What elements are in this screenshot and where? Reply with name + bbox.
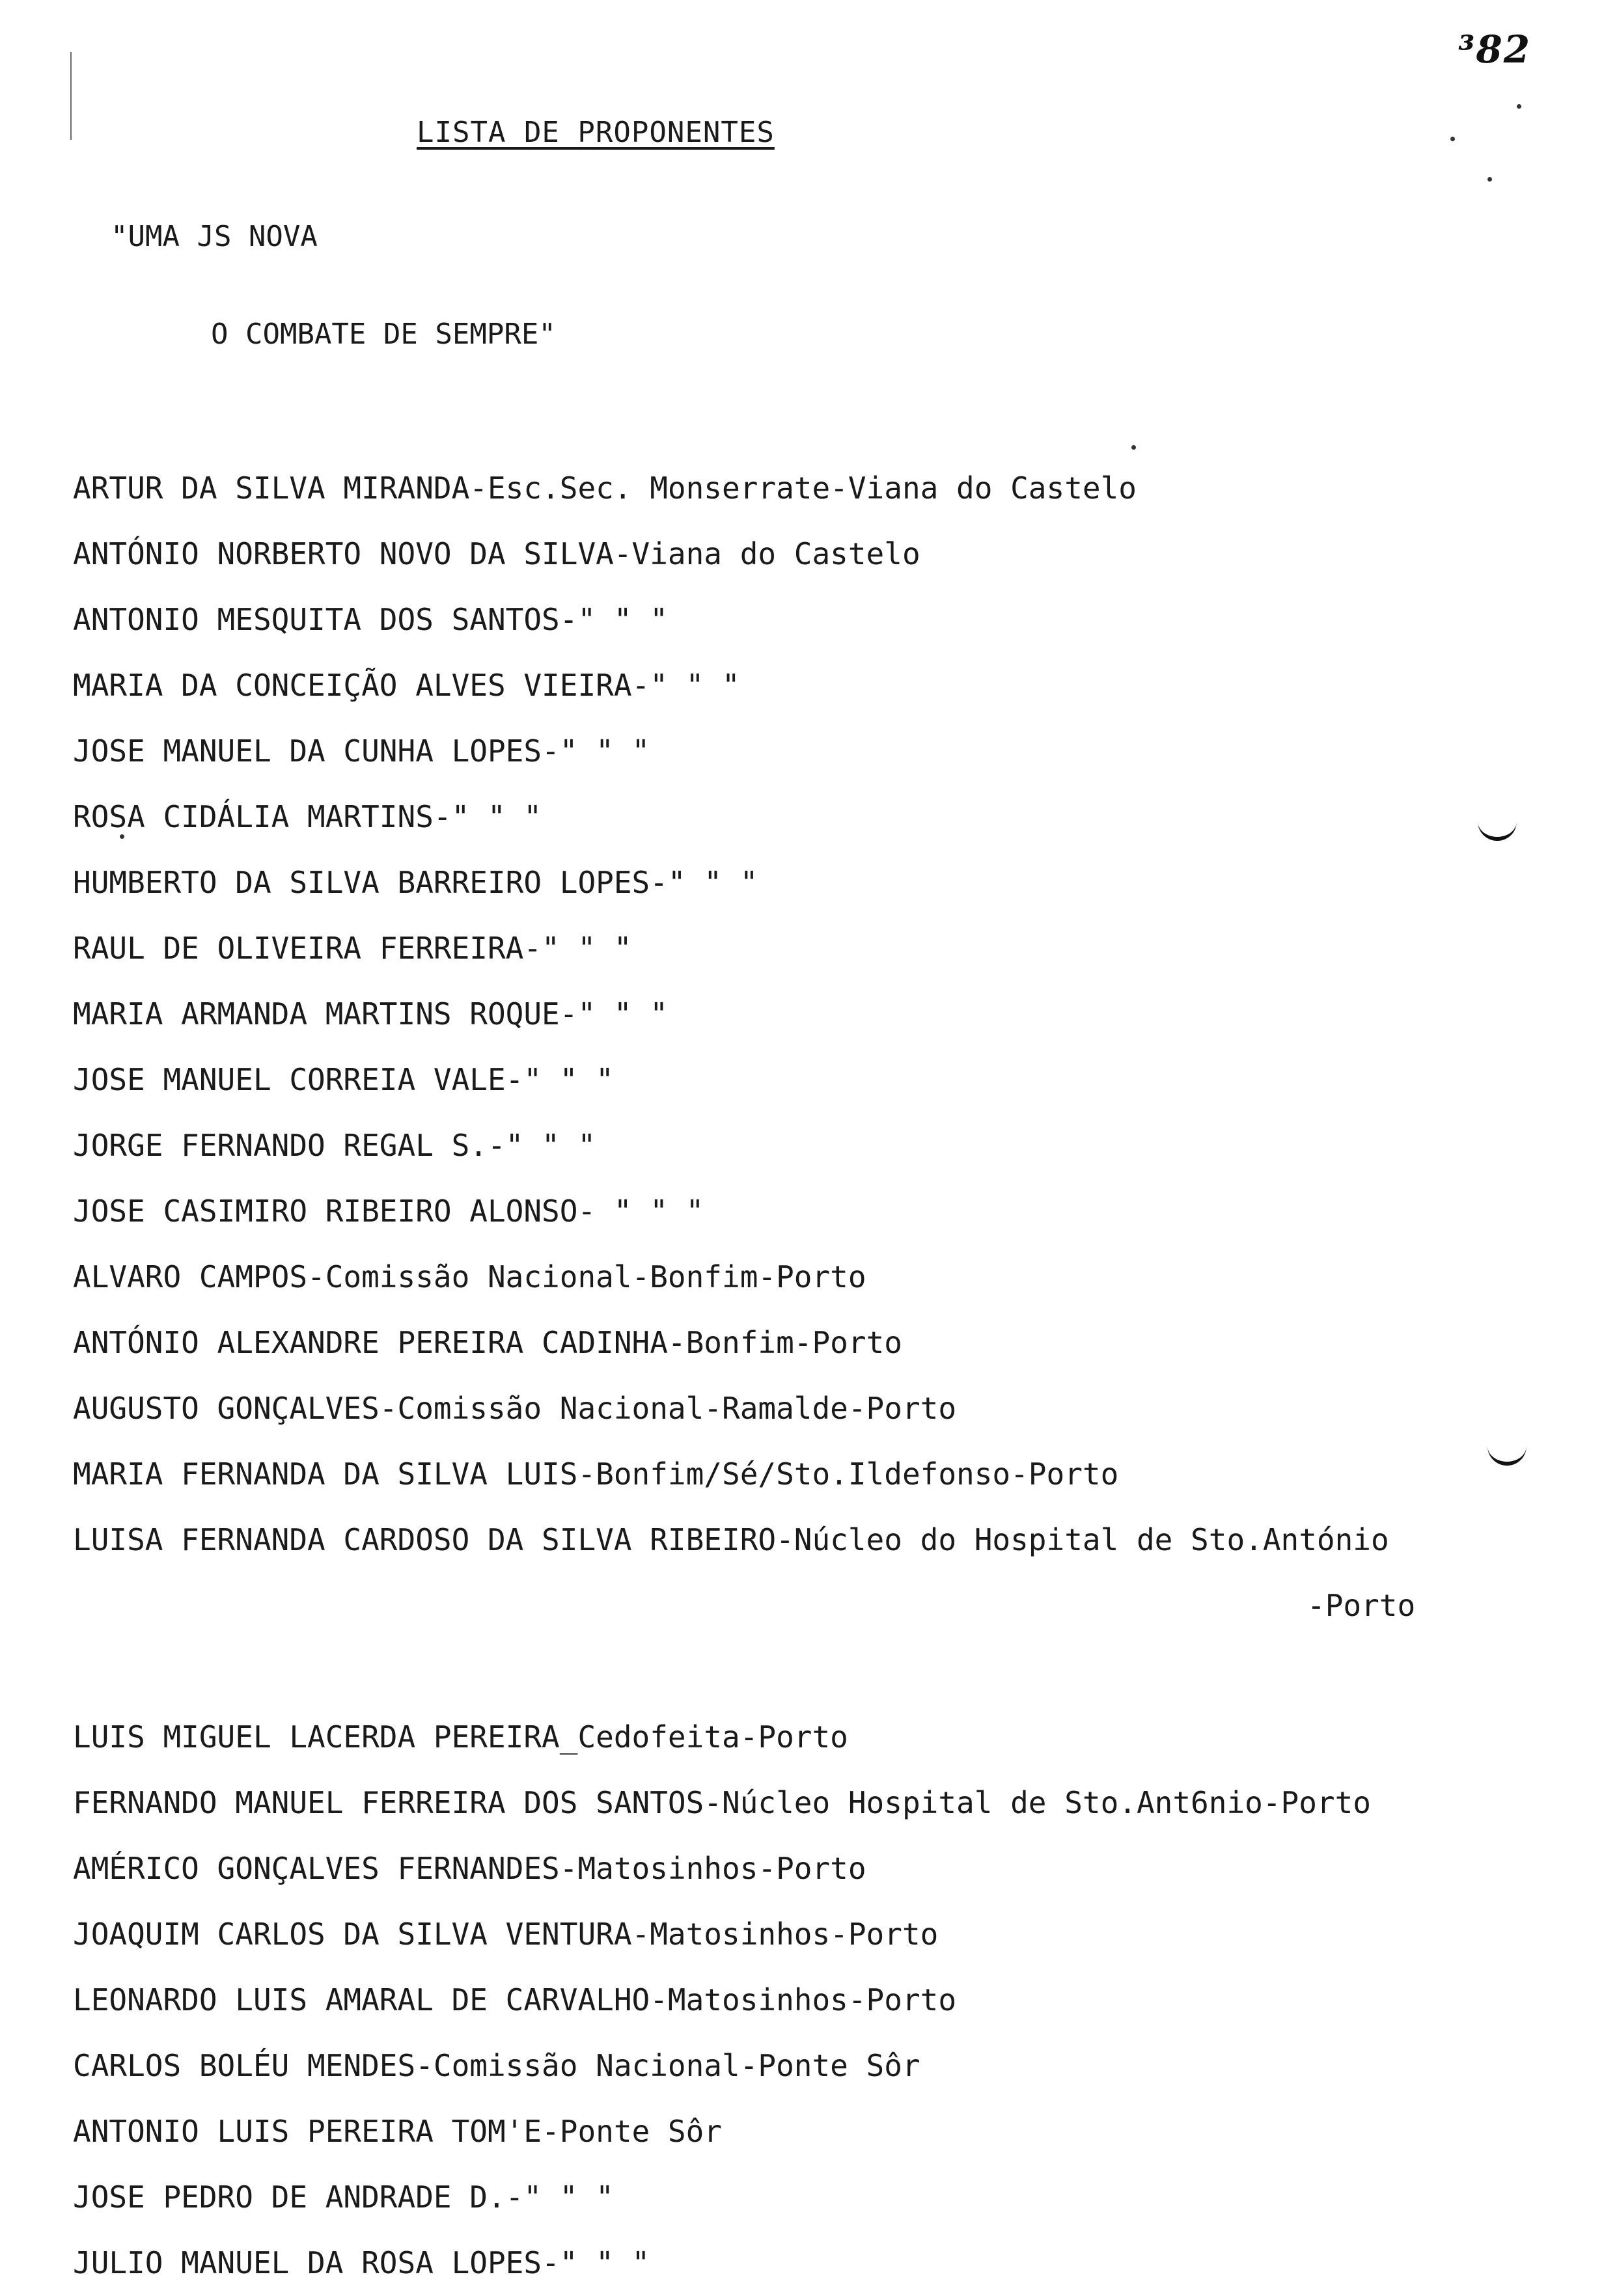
list-item: CARLOS BOLÉU MENDES-Comissão Nacional-Ponte Sôr <box>73 2048 920 2083</box>
page-number: ³82 <box>1458 27 1532 72</box>
motto-line-2: O COMBATE DE SEMPRE" <box>211 318 556 351</box>
list-item: ARTUR DA SILVA MIRANDA-Esc.Sec. Monserrate-Viana do Castelo <box>73 471 1137 506</box>
motto-line-1: "UMA JS NOVA <box>111 220 318 253</box>
list-item: RAUL DE OLIVEIRA FERREIRA-" " " <box>73 931 632 966</box>
list-item: LUIS MIGUEL LACERDA PEREIRA_Cedofeita-Porto <box>73 1719 848 1755</box>
list-item: MARIA ARMANDA MARTINS ROQUE-" " " <box>73 996 668 1032</box>
list-item: LUISA FERNANDA CARDOSO DA SILVA RIBEIRO-Núcleo do Hospital de Sto.António <box>73 1522 1389 1557</box>
list-item: JOSE PEDRO DE ANDRADE D.-" " " <box>73 2180 614 2215</box>
list-item: JOSE MANUEL CORREIA VALE-" " " <box>73 1062 614 1097</box>
proponents-list <box>73 456 1570 2296</box>
list-gap <box>73 1639 1570 1704</box>
list-item: MARIA FERNANDA DA SILVA LUIS-Bonfim/Sé/Sto.Ildefonso-Porto <box>73 1456 1119 1492</box>
list-item: JOSE CASIMIRO RIBEIRO ALONSO- " " " <box>73 1194 704 1229</box>
document-heading: LISTA DE PROPONENTES <box>417 116 775 149</box>
list-item: AUGUSTO GONÇALVES-Comissão Nacional-Ramalde-Porto <box>73 1391 957 1426</box>
ink-speck <box>1517 104 1521 109</box>
list-item: FERNANDO MANUEL FERREIRA DOS SANTOS-Núcleo Hospital de Sto.Ant6nio-Porto <box>73 1785 1371 1820</box>
ink-speck <box>1450 137 1455 141</box>
list-item: ALVARO CAMPOS-Comissão Nacional-Bonfim-Porto <box>73 1259 866 1294</box>
list-item: MARIA DA CONCEIÇÃO ALVES VIEIRA-" " " <box>73 668 740 703</box>
list-item: ANTÓNIO NORBERTO NOVO DA SILVA-Viana do Castelo <box>73 536 920 571</box>
list-item: ANTONIO MESQUITA DOS SANTOS-" " " <box>73 602 668 637</box>
list-item: LEONARDO LUIS AMARAL DE CARVALHO-Matosinhos-Porto <box>73 1982 957 2017</box>
list-item: ROSA CIDÁLIA MARTINS-" " " <box>73 799 542 834</box>
list-item: HUMBERTO DA SILVA BARREIRO LOPES-" " " <box>73 865 758 900</box>
ink-speck <box>120 834 124 839</box>
list-item: JULIO MANUEL DA ROSA LOPES-" " " <box>73 2245 650 2280</box>
list-item-continuation: -Porto <box>1307 1588 1416 1623</box>
list-item: ANTÓNIO ALEXANDRE PEREIRA CADINHA-Bonfim-Porto <box>73 1325 902 1360</box>
list-item: JOAQUIM CARLOS DA SILVA VENTURA-Matosinhos-Porto <box>73 1917 939 1952</box>
margin-line <box>70 52 72 140</box>
ink-speck <box>1131 445 1136 450</box>
list-item: JOSE MANUEL DA CUNHA LOPES-" " " <box>73 733 650 769</box>
list-item: ANTONIO LUIS PEREIRA TOM'E-Ponte Sôr <box>73 2114 722 2149</box>
ink-speck <box>1487 177 1492 182</box>
list-item: JORGE FERNANDO REGAL S.-" " " <box>73 1128 596 1163</box>
list-item: AMÉRICO GONÇALVES FERNANDES-Matosinhos-Porto <box>73 1851 866 1886</box>
